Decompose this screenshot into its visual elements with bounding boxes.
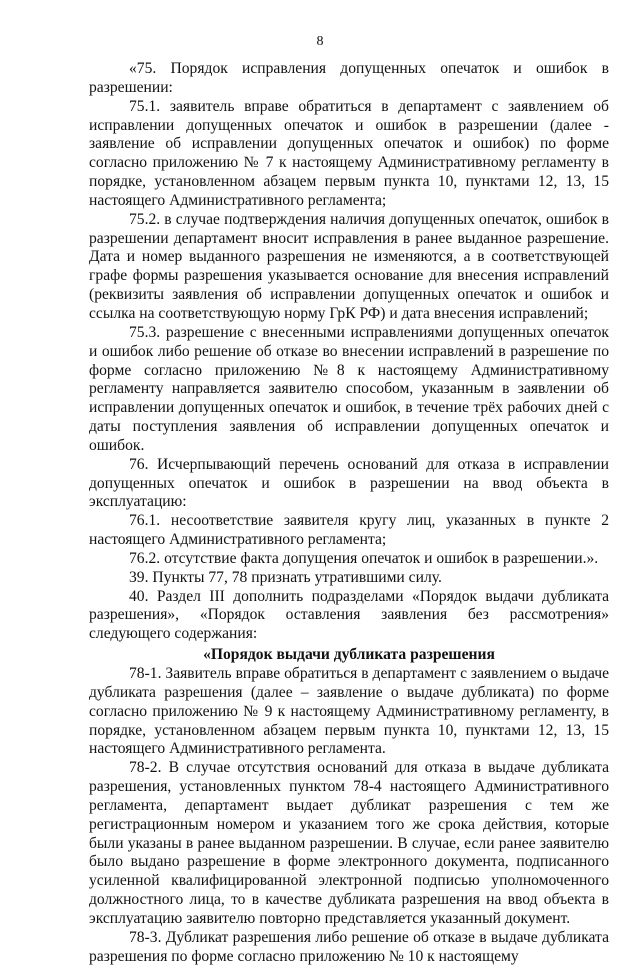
paragraph: 40. Раздел III дополнить подразделами «Порядок выдачи дубликата разрешения», «Порядок оставления заявления без рассмотрения» следующего содержания: [89, 587, 609, 643]
paragraph: 75.2. в случае подтверждения наличия допущенных опечаток, ошибок в разрешении департамент вносит исправления в ранее выданное разрешение. Дата и номер выданного разрешения не изменяются, а в соответствующей графе формы разрешения указывается основание для внесения исправлений (реквизиты заявления об исправлении допущенных опечаток и ошибок и ссылка на соответствующую норму ГрК РФ) и дата внесения исправлений; [89, 210, 609, 322]
paragraph: 75.1. заявитель вправе обратиться в департамент с заявлением об исправлении допущенных опечаток и ошибок в разрешении (далее - заявление об исправлении допущенных опечаток и ошибок) по форме согласно приложению № 7 к настоящему Административному регламенту в порядке, установленном абзацем первым пункта 10, пунктами 12, 13, 15 настоящего Административного регламента; [89, 97, 609, 209]
paragraph: «75. Порядок исправления допущенных опечаток и ошибок в разрешении: [89, 60, 609, 96]
paragraph: 78-3. Дубликат разрешения либо решение об отказе в выдаче дубликата разрешения по форме согласно приложению № 10 к настоящему [89, 928, 609, 965]
paragraph: 76.1. несоответствие заявителя кругу лиц, указанных в пункте 2 настоящего Административного регламента; [89, 512, 609, 549]
section-heading: «Порядок выдачи дубликата разрешения [203, 646, 495, 664]
paragraph: 39. Пункты 77, 78 признать утратившими силу. [129, 568, 442, 586]
paragraph: 78-2. В случае отсутствия оснований для отказа в выдаче дубликата разрешения, установленных пунктом 78-4 настоящего Административного регламента, департамент выдает дубликат разрешения с тем же регистрационным номером и указанием того же срока действия, которые были указаны в ранее выданном разрешении. В случае, если ранее заявителю было выдано разрешение в форме электронного документа, подписанного усиленной квалифицированной электронной подписью уполномоченного должностного лица, то в качестве дубликата разрешения на ввод объекта в эксплуатацию заявителю повторно представляется указанный документ. [89, 759, 609, 927]
document-body [89, 60, 609, 967]
page-number: 8 [316, 34, 324, 49]
paragraph: 78-1. Заявитель вправе обратиться в департамент с заявлением о выдаче дубликата разрешения (далее – заявление о выдаче дубликата) по форме согласно приложению № 9 к настоящему Административному регламенту, в порядке, установленном абзацем первым пункта 10, пунктами 12, 13, 15 настоящего Административного регламента. [89, 665, 609, 758]
paragraph: 75.3. разрешение с внесенными исправлениями допущенных опечаток и ошибок либо решение об отказе во внесении исправлений в разрешение по форме согласно приложению №8 к настоящему Административному регламенту направляется заявителю способом, указанным в заявлении об исправлении допущенных опечаток и ошибок, в течение трёх рабочих дней с даты поступления заявления об исправлении допущенных опечаток и ошибок. [89, 323, 609, 454]
paragraph: 76. Исчерпывающий перечень оснований для отказа в исправлении допущенных опечаток и ошибок в разрешении на ввод объекта в эксплуатацию: [89, 455, 609, 511]
paragraph: 76.2. отсутствие факта допущения опечаток и ошибок в разрешении.». [129, 549, 599, 567]
